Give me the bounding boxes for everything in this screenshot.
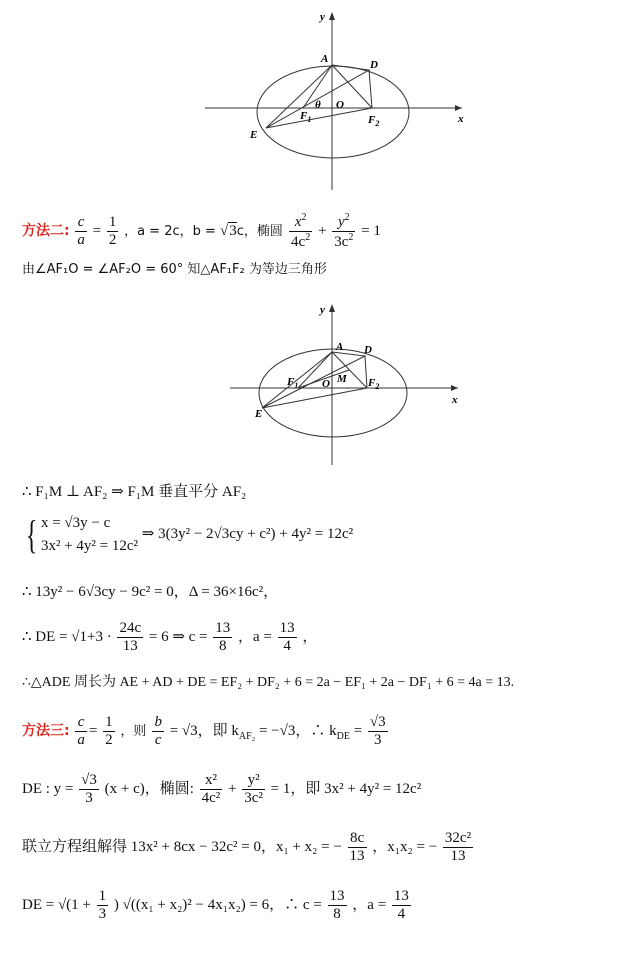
label-O: O [336,99,344,111]
label-y: y [320,11,325,23]
label-x: x [458,113,464,125]
method2-line1: 方法二: $\frac{c}{a}$ = $\frac{1}{2}$ ，a = 2c，b = √3c，椭圆 $\frac{x^2}{4c^2}$ + $\frac{y^2}{3c^2}$ = 1 [22,212,381,251]
label-A: A [336,341,344,353]
segment-E-F2 [262,388,367,408]
label-x: x [452,394,458,406]
label-y: y [320,304,325,316]
triangle-ADE [262,352,365,408]
ellipse [257,66,409,158]
method3-line3: 联立方程组解得 13x² + 8cx − 32c² = 0，x₁ + x₂ = − $\frac{8c}{13}$ ，x₁x₂ = − $\frac{\text{32c²}}{13}$ [22,830,472,865]
x-arrow [451,385,458,391]
method2-line3: ∴ F₁M ⊥ AF₂ ⇒ F₁M 垂直平分 AF₂ [22,484,247,500]
label-F2: $F_2$ [368,114,380,128]
label-A: A [321,53,329,65]
label-F2: $F_2$ [368,377,380,391]
label-D: D [370,59,378,71]
label-F1: $F_1$ [300,110,312,124]
label-E: E [250,129,258,141]
figure-ellipse-2 [0,295,631,470]
system-eq1: x = √3y − c [40,515,111,531]
method2-heading: 方法二: [22,223,70,240]
method3-heading: 方法三: [22,723,70,740]
label-O: O [322,378,330,390]
system-eq2: 3x² + 4y² = 12c² [40,537,139,554]
method2-line7: ∴△ADE 周长为 AE + AD + DE = EF₂ + DF₂ + 6 = 2a − EF₁ + 2a − DF₁ + 6 = 4a = 13. [22,675,515,690]
y-arrow [329,304,335,312]
method3-line1: 方法三: $\frac{c}{a}$ = $\frac{1}{2}$ ，则 $\frac{b}{c}$ = √3，即 $k_{AF_2} = -√3$，∴ $k_{DE}$ = $\frac{√3}{3}$ [22,714,386,749]
method2-system: { x = √3y − c 3x² + 4y² = 12c² ⇒ 3(3y² − 2√3cy + c²) + 4y² = 12c² [25,511,354,557]
label-D: D [364,344,372,356]
label-E: E [255,408,263,420]
label-theta: θ [315,99,321,111]
method3-line2: DE : y = $\frac{√3}{3}$ (x + c)，椭圆: $\frac{\text{x²}}{\text{4c²}}$ + $\frac{\text{y²}}{\text{3c²}}$ = 1，即 3x² + 4y² = 12c² [22,772,422,807]
segment-E-F2 [266,108,372,128]
y-arrow [329,12,335,20]
method3-line4: DE = √(1 + $\frac{1}{3}$ ) √((x₁ + x₂)² − 4x₁x₂) = 6，∴ c = $\frac{13}{8}$ ，a = $\frac{13}{4}$ [22,888,409,923]
x-arrow [455,105,462,111]
segment-D-F2 [369,70,372,108]
method2-line6: ∴ DE = √1+3 · $\frac{24c}{13}$ = 6 ⇒ c = $\frac{13}{8}$ ，a = $\frac{13}{4}$ ， [22,620,318,655]
segment-D-F2 [365,356,367,388]
figure-ellipse-1 [0,0,631,200]
label-M: M [337,373,347,385]
method2-line2: 由∠AF₁O = ∠AF₂O = 60° 知△AF₁F₂ 为等边三角形 [22,262,327,277]
method2-line5: ∴ 13y² − 6√3cy − 9c² = 0，Δ = 36×16c²， [22,584,279,600]
label-F1: $F_1$ [287,376,299,390]
